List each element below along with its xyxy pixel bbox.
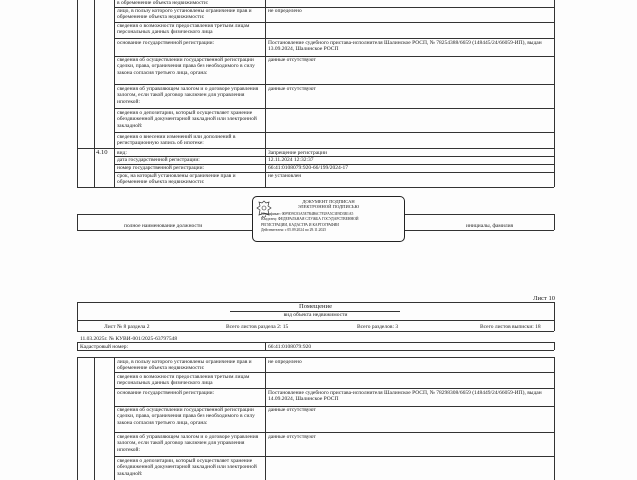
row-value: данные отсутствуют [268,407,316,413]
sheet-number: Лист 10 [533,295,556,302]
row-label: сведения об осуществлении государственной регистрации сделки, права, ограничения права без необходимого в силу закона согласия третьего лица, органа: [117,407,255,426]
cadastral-number: 66:41:0108079:920 [268,344,312,350]
row-label: сведения об управляющем залогом и о договоре управления залогом, если такой договор заключен для управления ипотекой: [117,86,259,105]
row-label: основание государственной регистрации: [117,40,215,46]
row-value: Постановление судебного пристава-исполнителя Шалинское РОСП, № 78254388/6659 (148445/24/66059-ИП), выдан 13.09.2024, Шалинское РОСП [268,40,542,53]
row-label: сведения о возможности предоставления третьим лицам персональных данных физического лица [117,23,250,36]
row-label: сведения о возможности предоставления третьим лицам персональных данных физического лица [117,374,250,387]
total-sheets-extract: Всего листов выписки: 18 [480,324,541,330]
row-value: не определено [268,359,302,365]
electronic-signature-stamp [252,196,405,242]
stamp-owner: Владелец: ФЕДЕРАЛЬНАЯ СЛУЖБА ГОСУДАРСТВЕННОЙ [261,217,359,222]
stamp-title: ДОКУМЕНТ ПОДПИСАН [302,199,355,204]
row-label: дата государственной регистрации: [117,157,200,163]
section-subtitle: вид объекта недвижимости [283,312,348,318]
name-label: инициалы, фамилия [466,223,514,229]
row-label: лицо, в пользу которого установлены ограничение прав и обременение объекта недвижимости: [117,8,252,21]
item-number: 4.10 [96,149,108,156]
row-label: сведения об управляющем залогом и о договоре управления залогом, если такой договор заключен для управления ипотекой: [117,434,259,453]
row-value: Постановление судебного пристава-исполнителя Шалинское РОСП, № 78298308/6659 (148449/24/66059-ИП), выдан 14.09.2024, Шалинское РОСП [268,390,542,403]
row-label: вид: [117,150,127,156]
row-label: в обременение объекта недвижимости: [117,0,209,6]
row-label: сведения о депозитарии, который осуществляет хранение обездвиженной документарной закладной или электронной закладной: [117,110,257,129]
row-value: 12.11.2024 12:32:37 [268,157,314,163]
stamp-certificate: Сертификат: 00F9D9C83A5E7B4B6C7F2FA5C3E9D3B1A5 [261,212,354,216]
extract-id: 11.03.2025г. № КУВИ-001/2025-63797548 [80,336,178,342]
row-value: 66:41:0108079:920-66/199/2024-17 [268,165,349,171]
total-sheets-section: Всего листов раздела 2: 15 [226,324,289,330]
row-label: основание государственной регистрации: [117,390,215,396]
cadastral-label: Кадастровый номер: [80,344,129,350]
row-value: Запрещение регистрации [268,150,327,156]
row-label: сведения о депозитарии, который осуществляет хранение обездвиженной документарной закладной или электронной закладной: [117,458,257,477]
row-label: срок, на который установлены ограничение прав и обременение объекта недвижимости: [117,173,236,186]
row-label: лицо, в пользу которого установлены ограничение прав и обременение объекта недвижимости: [117,359,252,372]
section-title: Помещение [298,303,333,310]
stamp-owner: РЕГИСТРАЦИИ, КАДАСТРА И КАРТОГРАФИИ [261,222,339,227]
row-label: номер государственной регистрации: [117,165,205,171]
row-value: не определено [268,8,302,14]
row-value: данные отсутствуют [268,57,316,63]
row-label: сведения о внесении изменений или дополнений в регистрационную запись об ипотеке: [117,134,236,147]
stamp-validity: Действителен: с 05.09.2024 по 29.11.2025 [261,228,327,233]
sheet-of-section: Лист № 8 раздела 2 [104,324,150,330]
position-label: полное наименование должности [124,223,203,229]
total-sections: Всего разделов: 3 [357,324,399,330]
row-value: не установлен [268,173,302,179]
row-value: данные отсутствуют [268,434,316,440]
row-label: сведения об осуществлении государственной регистрации сделки, права, ограничения права без необходимого в силу закона согласия третьего лица, органа: [117,57,255,76]
row-value: данные отсутствуют [268,86,316,92]
stamp-title: ЭЛЕКТРОННОЙ ПОДПИСЬЮ [297,204,360,210]
